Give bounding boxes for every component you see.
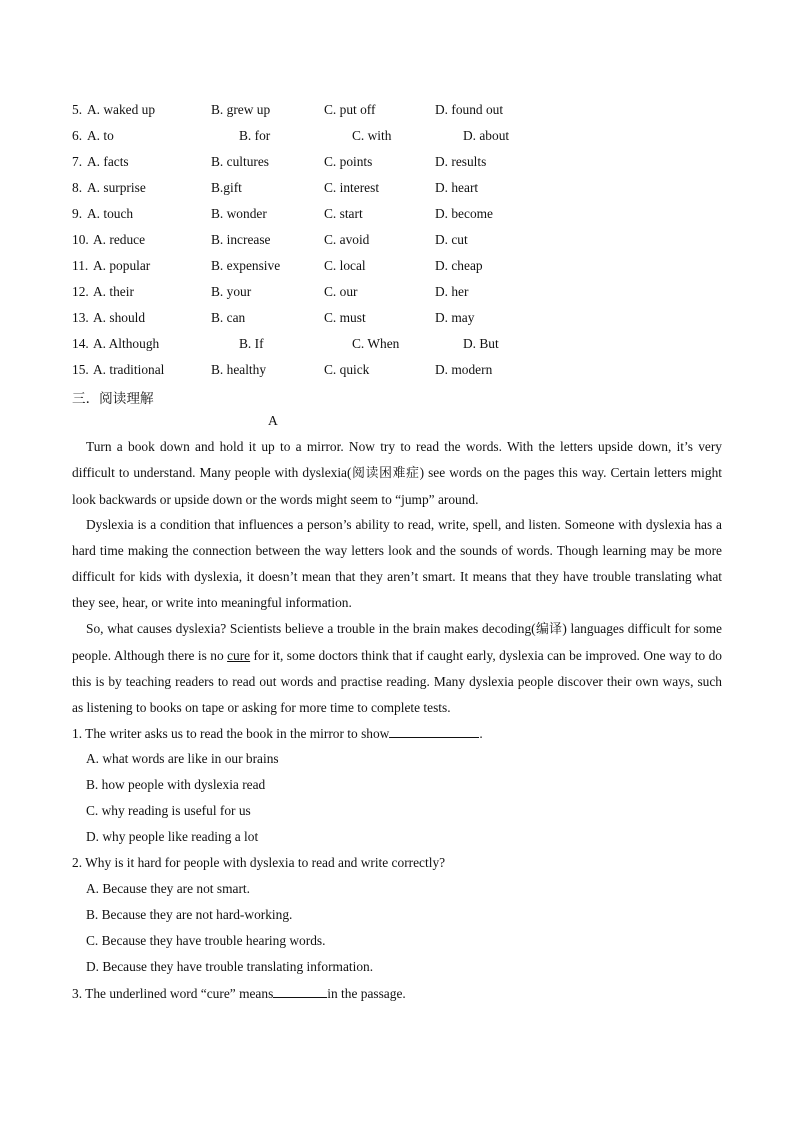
option-b: B. for xyxy=(239,128,271,143)
option-b: B. healthy xyxy=(211,362,267,377)
option-a: A. popular xyxy=(93,258,151,273)
option-b: B. can xyxy=(211,310,246,325)
choice-number: 8. xyxy=(72,180,83,195)
paragraph-text: So, what causes dyslexia? Scientists believe a trouble in the brain makes decoding( xyxy=(86,621,536,636)
option-c: C. start xyxy=(324,206,363,221)
paragraph-text: Turn a book down and hold it up to a mirror. Now try to read the words. With the letters upside down, it’s very difficult to understand. Many people with dyslexia( xyxy=(72,439,722,480)
option-d: D. heart xyxy=(435,180,479,195)
choice-row xyxy=(72,153,712,179)
option-c: C. must xyxy=(324,310,366,325)
option-a: A. waked up xyxy=(87,102,156,117)
chinese-gloss: 编译 xyxy=(535,622,563,637)
option-b: B. wonder xyxy=(211,206,267,221)
option-d: D. But xyxy=(463,336,499,351)
option-c: C. interest xyxy=(324,180,380,195)
option-c: C. quick xyxy=(324,362,370,377)
choice-row xyxy=(72,231,712,257)
choice-number: 14. xyxy=(72,336,89,351)
option-line: C. Because they have trouble hearing words. xyxy=(86,933,326,948)
choice-number: 11. xyxy=(72,258,89,273)
option-d: D. her xyxy=(435,284,469,299)
option-c: C. put off xyxy=(324,102,376,117)
option-b: B.gift xyxy=(211,180,242,195)
option-a: A. their xyxy=(93,284,134,299)
option-c: C. local xyxy=(324,258,366,273)
option-d: D. may xyxy=(435,310,475,325)
question-stem: 2. Why is it hard for people with dyslexia to read and write correctly? xyxy=(72,855,446,870)
option-line: B. Because they are not hard-working. xyxy=(86,907,293,922)
option-line: A. what words are like in our brains xyxy=(86,751,279,766)
option-d: D. modern xyxy=(435,362,493,377)
option-a: A. should xyxy=(93,310,146,325)
option-a: A. Although xyxy=(93,336,160,351)
question-tail: . xyxy=(479,726,483,741)
choice-row xyxy=(72,257,712,283)
option-a: A. traditional xyxy=(93,362,165,377)
option-b: B. If xyxy=(239,336,264,351)
option-b: B. expensive xyxy=(211,258,281,273)
option-line: B. how people with dyslexia read xyxy=(86,777,266,792)
option-c: C. When xyxy=(352,336,400,351)
choice-number: 15. xyxy=(72,362,89,377)
choice-number: 7. xyxy=(72,154,83,169)
question-2 xyxy=(72,855,445,871)
question-stem: 1. The writer asks us to read the book in the mirror to show xyxy=(72,726,390,741)
question-3 xyxy=(72,985,406,1002)
question-1 xyxy=(72,725,483,742)
option-d: D. become xyxy=(435,206,494,221)
choice-number: 9. xyxy=(72,206,83,221)
option-line: C. why reading is useful for us xyxy=(86,803,251,818)
answer-blank[interactable] xyxy=(273,985,327,998)
paragraph-text: Dyslexia is a condition that influences a person’s ability to read, write, spell, and listen. Someone with dyslexia has a hard time making the connection between the way letters look and the sounds of words. Though learning may be more difficult for kids with dyslexia, it doesn’t mean that they aren’t smart. It means that they have trouble translating what they see, hear, or write into meaningful information. xyxy=(72,517,722,610)
paragraph-2 xyxy=(72,512,722,616)
chinese-gloss: 阅读困难症 xyxy=(351,466,420,481)
option-b: B. your xyxy=(211,284,252,299)
choice-row xyxy=(72,361,712,387)
option-d: D. about xyxy=(463,128,510,143)
option-c: C. points xyxy=(324,154,373,169)
option-b: B. increase xyxy=(211,232,271,247)
paragraph-1 xyxy=(72,434,722,513)
option-a: A. surprise xyxy=(87,180,146,195)
option-line: A. Because they are not smart. xyxy=(86,881,250,896)
option-d: D. found out xyxy=(435,102,504,117)
choice-row xyxy=(72,179,712,205)
option-a: A. to xyxy=(87,128,114,143)
option-a: A. facts xyxy=(87,154,129,169)
choice-row xyxy=(72,283,712,309)
answer-blank[interactable] xyxy=(389,725,479,738)
choice-number: 13. xyxy=(72,310,89,325)
choice-number: 12. xyxy=(72,284,89,299)
choice-number: 10. xyxy=(72,232,89,247)
option-d: D. results xyxy=(435,154,487,169)
option-line: D. Because they have trouble translating information. xyxy=(86,959,374,974)
paragraph-text: ) see words on the pages this way. Certain letters might look backwards or upside down or the words might seem to “jump” around. xyxy=(72,465,723,507)
option-a: A. reduce xyxy=(93,232,146,247)
question-stem: 3. The underlined word “cure” means xyxy=(72,986,274,1001)
option-line: D. why people like reading a lot xyxy=(86,829,259,844)
question-tail: in the passage. xyxy=(327,986,406,1001)
choice-number: 6. xyxy=(72,128,83,143)
choice-number: 5. xyxy=(72,102,83,117)
choice-row xyxy=(72,127,712,153)
passage-label: A xyxy=(268,413,278,428)
paragraph-text: ) languages difficult for some people. Although there is no xyxy=(72,621,722,663)
choice-row xyxy=(72,335,712,361)
choice-row xyxy=(72,205,712,231)
option-a: A. touch xyxy=(87,206,134,221)
choice-row xyxy=(72,101,712,127)
option-c: C. with xyxy=(352,128,392,143)
option-b: B. grew up xyxy=(211,102,271,117)
option-d: D. cheap xyxy=(435,258,483,273)
paragraph-3 xyxy=(72,616,722,721)
paragraph-text: for it, some doctors think that if caught early, dyslexia can be improved. One way to do this is by teaching readers to read out words and practise reading. Many dyslexia people discover their own ways, such as listening to books on tape or asking for more time to complete tests. xyxy=(72,648,722,715)
option-d: D. cut xyxy=(435,232,468,247)
option-b: B. cultures xyxy=(211,154,270,169)
option-c: C. our xyxy=(324,284,358,299)
option-c: C. avoid xyxy=(324,232,370,247)
section-heading: 三．阅读理解 xyxy=(72,391,154,407)
choice-row xyxy=(72,309,712,335)
underlined-word: cure xyxy=(227,648,251,663)
